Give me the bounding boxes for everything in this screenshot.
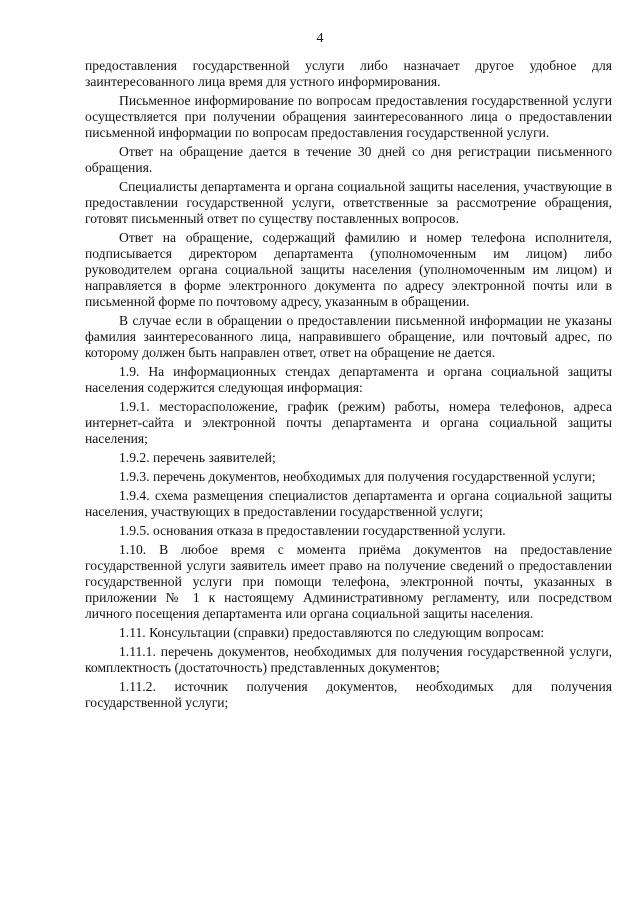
paragraph-1-9-5: 1.9.5. основания отказа в предоставлении государственной услуги.: [119, 523, 506, 538]
paragraph-1-9-4: 1.9.4. схема размещения специалистов департамента и органа социальной защиты населения, участвующих в предоставлении государственной услуги;: [85, 488, 612, 519]
paragraph-1-11: 1.11. Консультации (справки) предоставляются по следующим вопросам:: [119, 625, 545, 640]
paragraph-1-11-2: 1.11.2. источник получения документов, необходимых для получения государственной услуги;: [85, 679, 612, 710]
paragraph-written-info: Письменное информирование по вопросам предоставления государственной услуги осуществляется при получении обращения заинтересованного лица о предоставлении письменной информации по вопросам предоставления государственной услуги.: [85, 93, 612, 140]
paragraph-1-10: 1.10. В любое время с момента приёма документов на предоставление государственной услуги заявитель имеет право на получение сведений о предоставлении государственной услуги при помощи телефона, электронной почты, указанных в приложении № 1 к настоящему Административному регламенту, или посредством личного посещения департамента или органа социальной защиты населения.: [85, 542, 612, 621]
paragraph-no-response: В случае если в обращении о предоставлении письменной информации не указаны фамилия заинтересованного лица, направившего обращение, или почтовый адрес, по которому должен быть направлен ответ, ответ на обращение не дается.: [85, 313, 612, 360]
paragraph-1-9-3: 1.9.3. перечень документов, необходимых для получения государственной услуги;: [119, 469, 596, 484]
document-body: [85, 58, 612, 714]
paragraph-response-term: Ответ на обращение дается в течение 30 дней со дня регистрации письменного обращения.: [85, 144, 612, 175]
paragraph-1-9: 1.9. На информационных стендах департамента и органа социальной защиты населения содержится следующая информация:: [85, 364, 612, 395]
paragraph-1-9-2: 1.9.2. перечень заявителей;: [119, 450, 276, 465]
paragraph-1-11-1: 1.11.1. перечень документов, необходимых для получения государственной услуги, комплектность (достаточность) представленных документов;: [85, 644, 612, 675]
paragraph-continuation: предоставления государственной услуги либо назначает другое удобное для заинтересованного лица время для устного информирования.: [85, 58, 612, 89]
paragraph-response-signing: Ответ на обращение, содержащий фамилию и номер телефона исполнителя, подписывается директором департамента (уполномоченным им лицом) либо руководителем органа социальной защиты населения (уполномоченным им лицом) и направляется в форме электронного документа по адресу электронной почты или в письменной форме по почтовому адресу, указанным в обращении.: [85, 230, 612, 309]
page-number: 4: [316, 31, 324, 46]
paragraph-specialists: Специалисты департамента и органа социальной защиты населения, участвующие в предоставлении государственной услуги, ответственные за рассмотрение обращения, готовят письменный ответ по существу поставленных вопросов.: [85, 179, 612, 226]
paragraph-1-9-1: 1.9.1. месторасположение, график (режим) работы, номера телефонов, адреса интернет-сайта и электронной почты департамента и органа социальной защиты населения;: [85, 399, 612, 446]
